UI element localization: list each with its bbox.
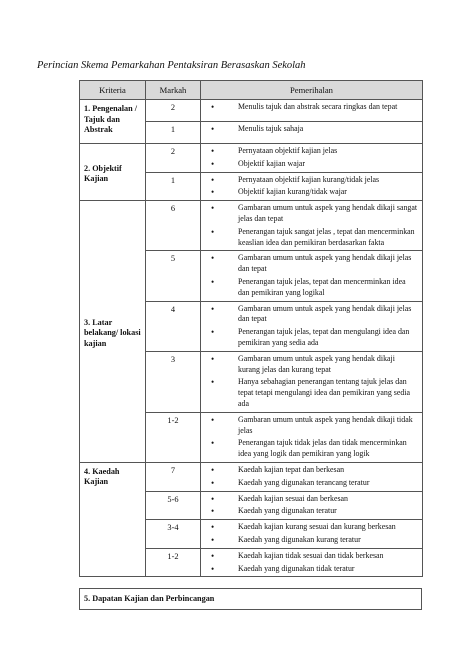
description-cell [201,462,423,491]
mark-value: 1 [146,122,201,144]
mark-value: 3-4 [146,520,201,549]
table-row [80,100,423,122]
list-item: • Kaedah kajian sesuai dan berkesan [238,494,418,505]
list-item: • Menulis tajuk sahaja [238,124,418,135]
section-5-heading: 5. Dapatan Kajian dan Perbincangan [84,594,215,603]
list-item: • Kaedah yang digunakan kurang teratur [238,535,418,546]
table-header-row [80,81,423,100]
header-pemerihalan: Pemerihalan [201,81,423,100]
list-item: • Kaedah kajian kurang sesuai dan kurang berkesan [238,522,418,533]
list-item: • Pernyataan objektif kajian kurang/tidak jelas [238,175,418,186]
description-cell [201,491,423,520]
description-cell [201,122,423,144]
mark-value: 3 [146,351,201,412]
criterion-label: 2. Objektif Kajian [80,144,146,201]
table-row [80,201,423,251]
list-item: • Hanya sebahagian penerangan tentang tajuk jelas dan tepat tetapi mengulangi idea dan pemikiran yang sedia ada [238,377,418,409]
description-cell [201,100,423,122]
document-title: Perincian Skema Pemarkahan Pentaksiran Berasaskan Sekolah [37,60,306,71]
mark-value: 1 [146,172,201,201]
list-item: • Objektif kajian kurang/tidak wajar [238,187,418,198]
description-cell [201,251,423,301]
mark-value: 5 [146,251,201,301]
table-row [80,462,423,491]
list-item: • Gambaran umum untuk aspek yang hendak dikaji kurang jelas dan kurang tepat [238,354,418,376]
list-item: • Penerangan tajuk tidak jelas dan tidak mencerminkan idea yang logik dan pemikiran yang logik [238,438,418,460]
mark-value: 7 [146,462,201,491]
list-item: • Kaedah kajian tidak sesuai dan tidak berkesan [238,551,418,562]
list-item: • Gambaran umum untuk aspek yang hendak dikaji tidak jelas [238,415,418,437]
description-cell [201,172,423,201]
description-cell [201,201,423,251]
list-item: • Menulis tajuk dan abstrak secara ringkas dan tepat [238,102,418,113]
list-item: • Kaedah yang digunakan terancang teratur [238,478,418,489]
description-cell [201,548,423,577]
rubric-table [79,80,423,577]
description-cell [201,412,423,462]
mark-value: 1-2 [146,412,201,462]
mark-value: 2 [146,144,201,173]
description-cell [201,351,423,412]
list-item: • Kaedah yang digunakan teratur [238,506,418,517]
mark-value: 6 [146,201,201,251]
criterion-label: 3. Latar belakang/ lokasi kajian [80,201,146,463]
header-markah: Markah [146,81,201,100]
list-item: • Penerangan tajuk jelas, tepat dan mengulangi idea dan pemikiran yang sedia ada [238,327,418,349]
section-5-box [79,588,422,610]
mark-value: 4 [146,301,201,351]
mark-value: 1-2 [146,548,201,577]
list-item: • Kaedah yang digunakan tidak teratur [238,564,418,575]
criterion-label: 4. Kaedah Kajian [80,462,146,576]
list-item: • Penerangan tajuk jelas, tepat dan mencerminkan idea dan pemikiran yang logikal [238,277,418,299]
criterion-label: 1. Pengenalan / Tajuk dan Abstrak [80,100,146,144]
header-kriteria: Kriteria [80,81,146,100]
list-item: • Pernyataan objektif kajian jelas [238,146,418,157]
list-item: • Gambaran umum untuk aspek yang hendak dikaji sangat jelas dan tepat [238,203,418,225]
list-item: • Penerangan tajuk sangat jelas , tepat dan mencerminkan keaslian idea dan pemikiran berdasarkan fakta [238,227,418,249]
description-cell [201,301,423,351]
mark-value: 5-6 [146,491,201,520]
description-cell [201,144,423,173]
table-row [80,144,423,173]
list-item: • Kaedah kajian tepat dan berkesan [238,465,418,476]
mark-value: 2 [146,100,201,122]
list-item: • Objektif kajian wajar [238,159,418,170]
list-item: • Gambaran umum untuk aspek yang hendak dikaji jelas dan tepat [238,253,418,275]
list-item: • Gambaran umum untuk aspek yang hendak dikaji jelas dan tepat [238,304,418,326]
description-cell [201,520,423,549]
